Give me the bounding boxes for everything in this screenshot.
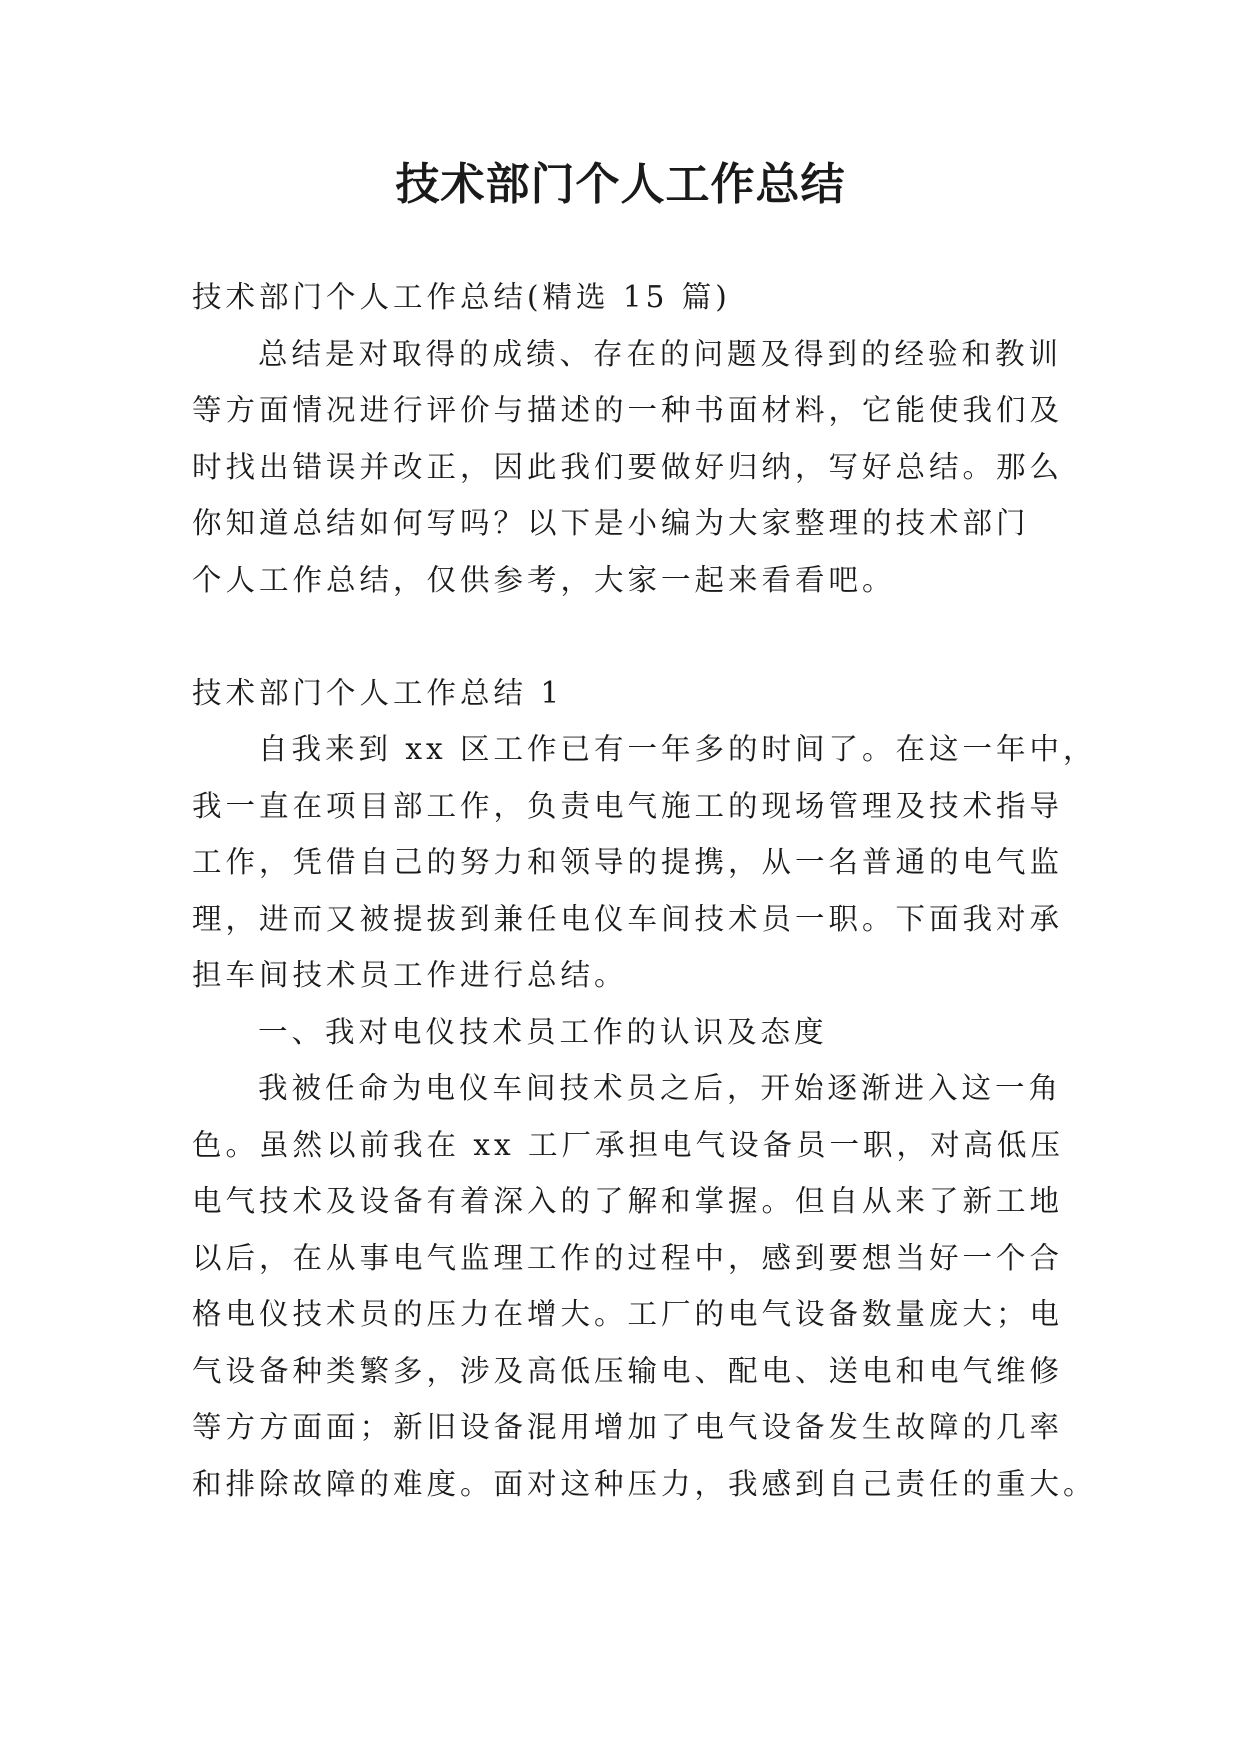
paragraph-line: 理，进而又被提拔到兼任电仪车间技术员一职。下面我对承 [192,901,1064,936]
paragraph-line: 格电仪技术员的压力在增大。工厂的电气设备数量庞大；电 [192,1297,1064,1331]
subtitle-line: 技术部门个人工作总结(精选 15 篇) [192,280,731,314]
paragraph-line: 电气技术及设备有着深入的了解和掌握。但自从来了新工地 [192,1184,1064,1218]
paragraph-line: 总结是对取得的成绩、存在的问题及得到的经验和教训 [258,336,1063,371]
paragraph-line: 自我来到 xx 区工作已有一年多的时间了。在这一年中， [258,732,1097,766]
section-heading: 技术部门个人工作总结 1 [192,675,564,710]
paragraph-line: 你知道总结如何写吗？以下是小编为大家整理的技术部门 [192,506,1030,540]
paragraph-line: 气设备种类繁多，涉及高低压输电、配电、送电和电气维修 [192,1353,1064,1388]
paragraph-spacer [192,608,1050,665]
paragraph-line: 以后，在从事电气监理工作的过程中，感到要想当好一个合 [192,1240,1064,1275]
paragraph-line: 我被任命为电仪车间技术员之后，开始逐渐进入这一角 [258,1071,1063,1105]
document-body [192,269,1097,1512]
paragraph-line: 时找出错误并改正，因此我们要做好归纳，写好总结。那么 [192,449,1064,484]
paragraph-line: 等方方面面；新旧设备混用增加了电气设备发生故障的几率 [192,1410,1064,1444]
document-title: 技术部门个人工作总结 [395,159,846,210]
paragraph-line: 担车间技术员工作进行总结。 [192,958,628,992]
paragraph-line: 和排除故障的难度。面对这种压力，我感到自己责任的重大。 [192,1466,1097,1501]
paragraph-line: 个人工作总结，仅供参考，大家一起来看看吧。 [192,562,896,597]
paragraph-line: 等方面情况进行评价与描述的一种书面材料，它能使我们及 [192,393,1064,427]
paragraph-line: 色。虽然以前我在 xx 工厂承担电气设备员一职，对高低压 [192,1127,1065,1162]
paragraph-line: 我一直在项目部工作，负责电气施工的现场管理及技术指导 [192,788,1064,823]
paragraph-line: 工作，凭借自己的努力和领导的提携，从一名普通的电气监 [192,845,1064,879]
subsection-heading: 一、我对电仪技术员工作的认识及态度 [258,1014,828,1049]
